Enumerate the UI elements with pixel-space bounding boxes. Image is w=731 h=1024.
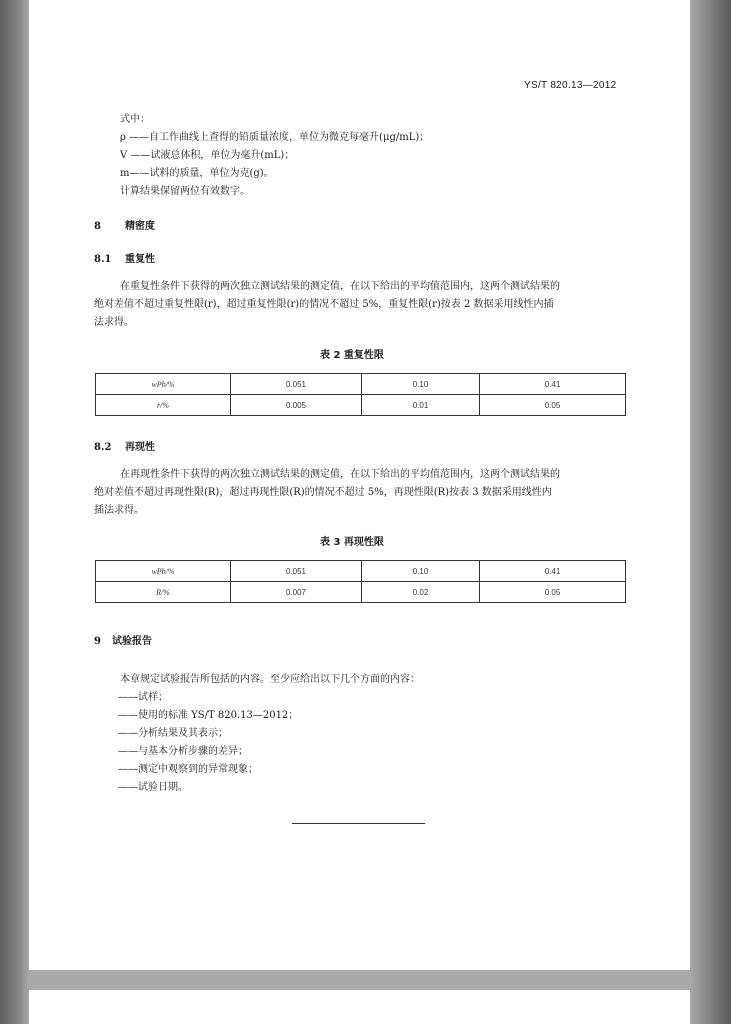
list-item: ——测定中观察到的异常现象； <box>118 764 258 775</box>
table-cell: 0.41 <box>480 561 626 582</box>
end-rule <box>292 823 425 824</box>
formula-line-v: V ——试液总体积，单位为毫升(mL)； <box>120 150 295 161</box>
section-8-2-para-line: 绝对差值不超过再现性限(R)，超过再现性限(R)的情况不超过 5%，再现性限(R)按表 3 数据采用线性内 <box>94 487 552 498</box>
table-cell: 0.051 <box>231 374 362 395</box>
table-cell: 0.05 <box>480 395 626 416</box>
list-item: ——分析结果及其表示； <box>118 728 228 739</box>
table-3-reproducibility <box>95 560 626 603</box>
table-cell: 0.41 <box>480 374 626 395</box>
section-8-1-para-line: 在重复性条件下获得的两次独立测试结果的测定值，在以下给出的平均值范围内，这两个测试结果的 <box>120 281 560 292</box>
section-8-1-para-line: 绝对差值不超过重复性限(r)，超过重复性限(r)的情况不超过 5%，重复性限(r)按表 2 数据采用线性内插 <box>94 299 554 310</box>
table-cell: wPb/% <box>96 561 231 582</box>
list-item: ——试验日期。 <box>118 782 188 793</box>
table-cell: wPb/% <box>96 374 231 395</box>
next-page <box>29 990 690 1024</box>
table-cell: R/% <box>96 582 231 603</box>
section-8-number: 8 <box>94 221 101 232</box>
table-cell: 0.10 <box>362 374 480 395</box>
table-cell: 0.02 <box>362 582 480 603</box>
formula-line-m: m——试料的质量，单位为克(g)。 <box>120 168 274 179</box>
section-8-1-para-line: 法求得。 <box>94 317 134 328</box>
section-9-title: 试验报告 <box>112 636 152 647</box>
list-item: ——试样； <box>118 692 168 703</box>
standard-code-header: YS/T 820.13—2012 <box>524 80 617 91</box>
table-cell: r/% <box>96 395 231 416</box>
table-row <box>96 561 626 582</box>
section-8-2-title: 再现性 <box>125 442 155 453</box>
table-cell: 0.05 <box>480 582 626 603</box>
table-row <box>96 582 626 603</box>
table-3-caption: 表 3 再现性限 <box>320 537 384 548</box>
section-8-1-number: 8.1 <box>94 254 112 265</box>
table-cell: 0.10 <box>362 561 480 582</box>
section-8-1-title: 重复性 <box>125 254 155 265</box>
formula-intro: 式中： <box>120 114 150 125</box>
section-9-intro: 本章规定试验报告所包括的内容。至少应给出以下几个方面的内容： <box>120 674 420 685</box>
table-cell: 0.007 <box>231 582 362 603</box>
table-row <box>96 374 626 395</box>
section-9-number: 9 <box>94 636 101 647</box>
document-page <box>29 0 690 970</box>
formula-line-note: 计算结果保留两位有效数字。 <box>120 186 250 197</box>
table-cell: 0.01 <box>362 395 480 416</box>
table-cell: 0.051 <box>231 561 362 582</box>
section-8-2-para-line: 插法求得。 <box>94 505 144 516</box>
table-row <box>96 395 626 416</box>
table-2-caption: 表 2 重复性限 <box>320 350 384 361</box>
table-cell: 0.005 <box>231 395 362 416</box>
section-8-2-para-line: 在再现性条件下获得的两次独立测试结果的测定值，在以下给出的平均值范围内，这两个测试结果的 <box>120 469 560 480</box>
formula-line-rho: ρ ——自工作曲线上查得的铅质量浓度，单位为微克每毫升(μg/mL)； <box>120 132 430 143</box>
section-8-2-number: 8.2 <box>94 442 112 453</box>
table-2-repeatability <box>95 373 626 416</box>
list-item: ——与基本分析步骤的差异； <box>118 746 248 757</box>
list-item: ——使用的标准 YS/T 820.13—2012； <box>118 710 299 721</box>
section-8-title: 精密度 <box>125 221 155 232</box>
